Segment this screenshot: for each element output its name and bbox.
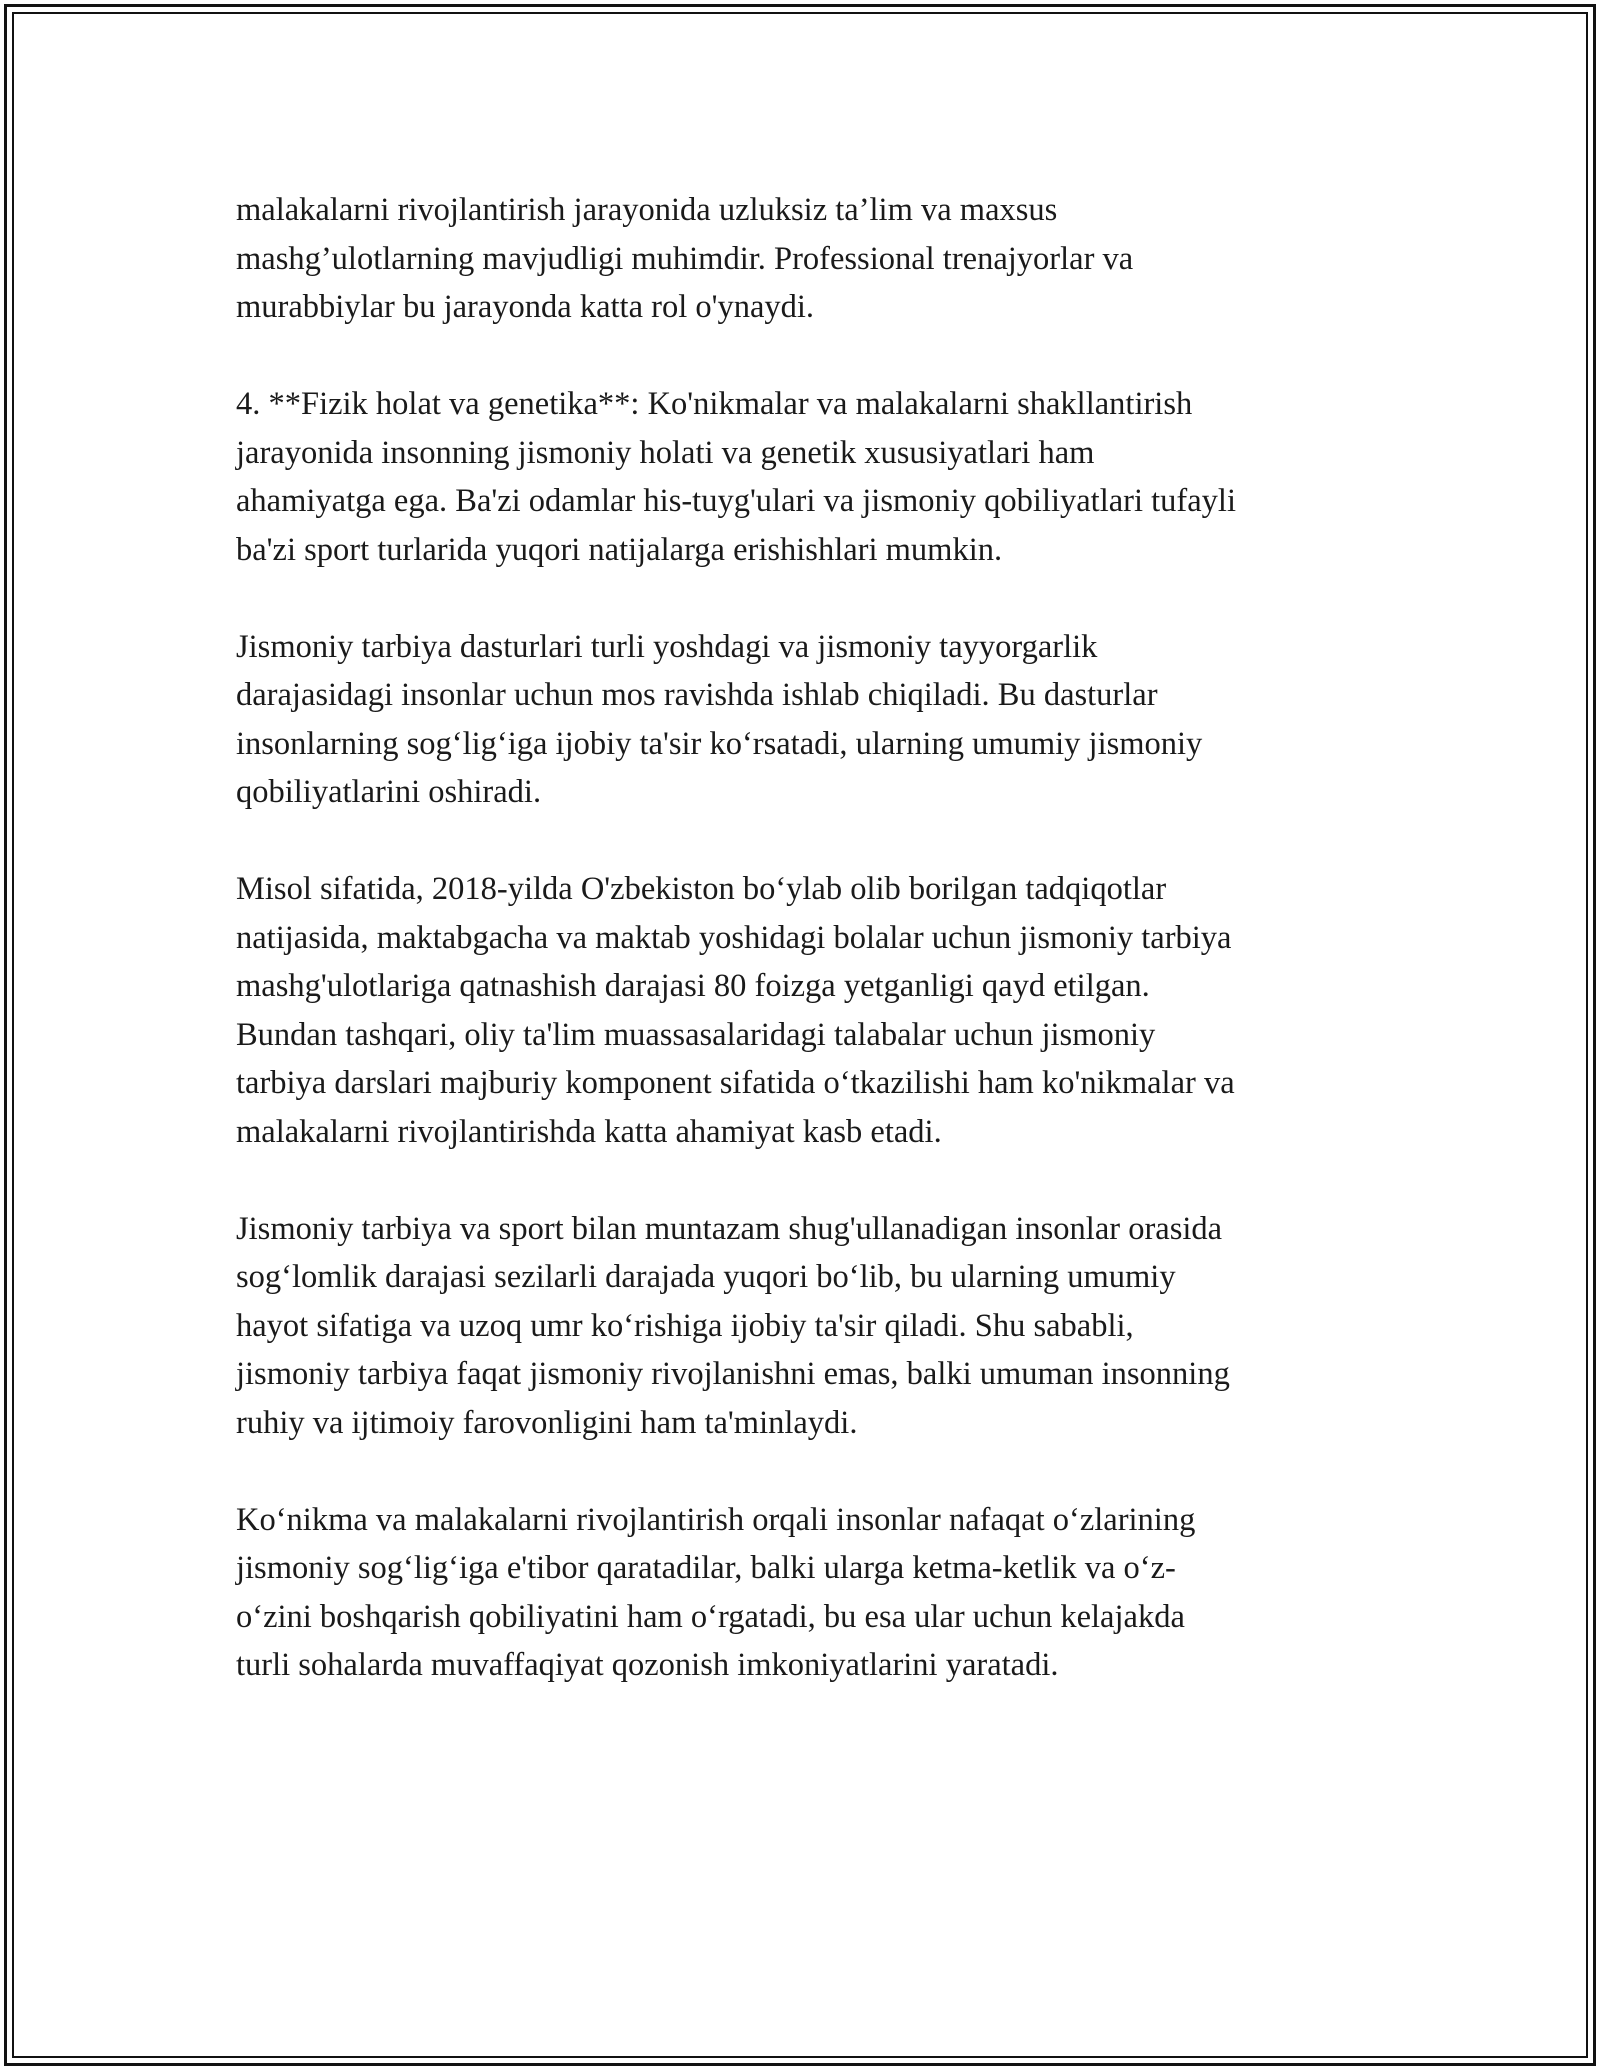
text-line: ba'zi sport turlarida yuqori natijalarga erishishlari mumkin. bbox=[236, 531, 1003, 568]
text-line: tarbiya darslari majburiy komponent sifatida o‘tkazilishi ham ko'nikmalar va bbox=[236, 1065, 1235, 1101]
text-line: 4. **Fizik holat va genetika**: Ko'nikmalar va malakalarni shakllantirish bbox=[236, 386, 1193, 422]
text-line: malakalarni rivojlantirish jarayonida uzluksiz ta’lim va maxsus bbox=[236, 192, 1058, 228]
text-line: ahamiyatga ega. Ba'zi odamlar his-tuyg'ulari va jismoniy qobiliyatlari tufayli bbox=[236, 483, 1236, 519]
text-line: turli sohalarda muvaffaqiyat qozonish imkoniyatlarini yaratadi. bbox=[236, 1647, 1059, 1683]
text-line: insonlarning sog‘lig‘iga ijobiy ta'sir ko‘rsatadi, ularning umumiy jismoniy bbox=[236, 725, 1203, 762]
paragraph-training bbox=[236, 186, 1376, 332]
text-line: hayot sifatiga va uzoq umr ko‘rishiga ijobiy ta'sir qiladi. Shu sababli, bbox=[236, 1307, 1134, 1344]
paragraph-physical-genetics bbox=[236, 380, 1376, 574]
text-line: jismoniy tarbiya faqat jismoniy rivojlanishni emas, balki umuman insonning bbox=[236, 1356, 1230, 1392]
paragraph-health bbox=[236, 1205, 1376, 1448]
text-line: Ko‘nikma va malakalarni rivojlantirish orqali insonlar nafaqat o‘zlarining bbox=[236, 1501, 1196, 1538]
paragraph-programs bbox=[236, 623, 1376, 817]
text-line: Jismoniy tarbiya dasturlari turli yoshdagi va jismoniy tayyorgarlik bbox=[236, 628, 1098, 665]
text-line: jarayonida insonning jismoniy holati va genetik xususiyatlari ham bbox=[236, 434, 1095, 471]
text-line: mashg’ulotlarning mavjudligi muhimdir. Professional trenajyorlar va bbox=[236, 240, 1134, 277]
text-line: darajasidagi insonlar uchun mos ravishda ishlab chiqiladi. Bu dasturlar bbox=[236, 677, 1158, 713]
paragraph-conclusion bbox=[236, 1496, 1376, 1690]
text-line: Bundan tashqari, oliy ta'lim muassasalaridagi talabalar uchun jismoniy bbox=[236, 1016, 1156, 1053]
text-line: mashg'ulotlariga qatnashish darajasi 80 foizga yetganligi qayd etilgan. bbox=[236, 968, 1150, 1004]
text-line: qobiliyatlarini oshiradi. bbox=[236, 774, 542, 810]
text-line: jismoniy sog‘lig‘iga e'tibor qaratadilar, balki ularga ketma-ketlik va o‘z- bbox=[236, 1550, 1176, 1586]
text-line: murabbiylar bu jarayonda katta rol o'ynaydi. bbox=[236, 289, 815, 325]
text-line: ruhiy va ijtimoiy farovonligini ham ta'minlaydi. bbox=[236, 1404, 858, 1441]
document-body bbox=[236, 186, 1376, 1738]
text-line: Jismoniy tarbiya va sport bilan muntazam shug'ullanadigan insonlar orasida bbox=[236, 1210, 1223, 1247]
text-line: sog‘lomlik darajasi sezilarli darajada yuqori bo‘lib, bu ularning umumiy bbox=[236, 1259, 1176, 1295]
text-line: malakalarni rivojlantirishda katta ahamiyat kasb etadi. bbox=[236, 1113, 942, 1150]
text-line: o‘zini boshqarish qobiliyatini ham o‘rgatadi, bu esa ular uchun kelajakda bbox=[236, 1598, 1185, 1635]
paragraph-example-2018 bbox=[236, 865, 1376, 1156]
text-line: natijasida, maktabgacha va maktab yoshidagi bolalar uchun jismoniy tarbiya bbox=[236, 919, 1232, 956]
text-line: Misol sifatida, 2018-yilda O'zbekiston bo‘ylab olib borilgan tadqiqotlar bbox=[236, 871, 1167, 907]
